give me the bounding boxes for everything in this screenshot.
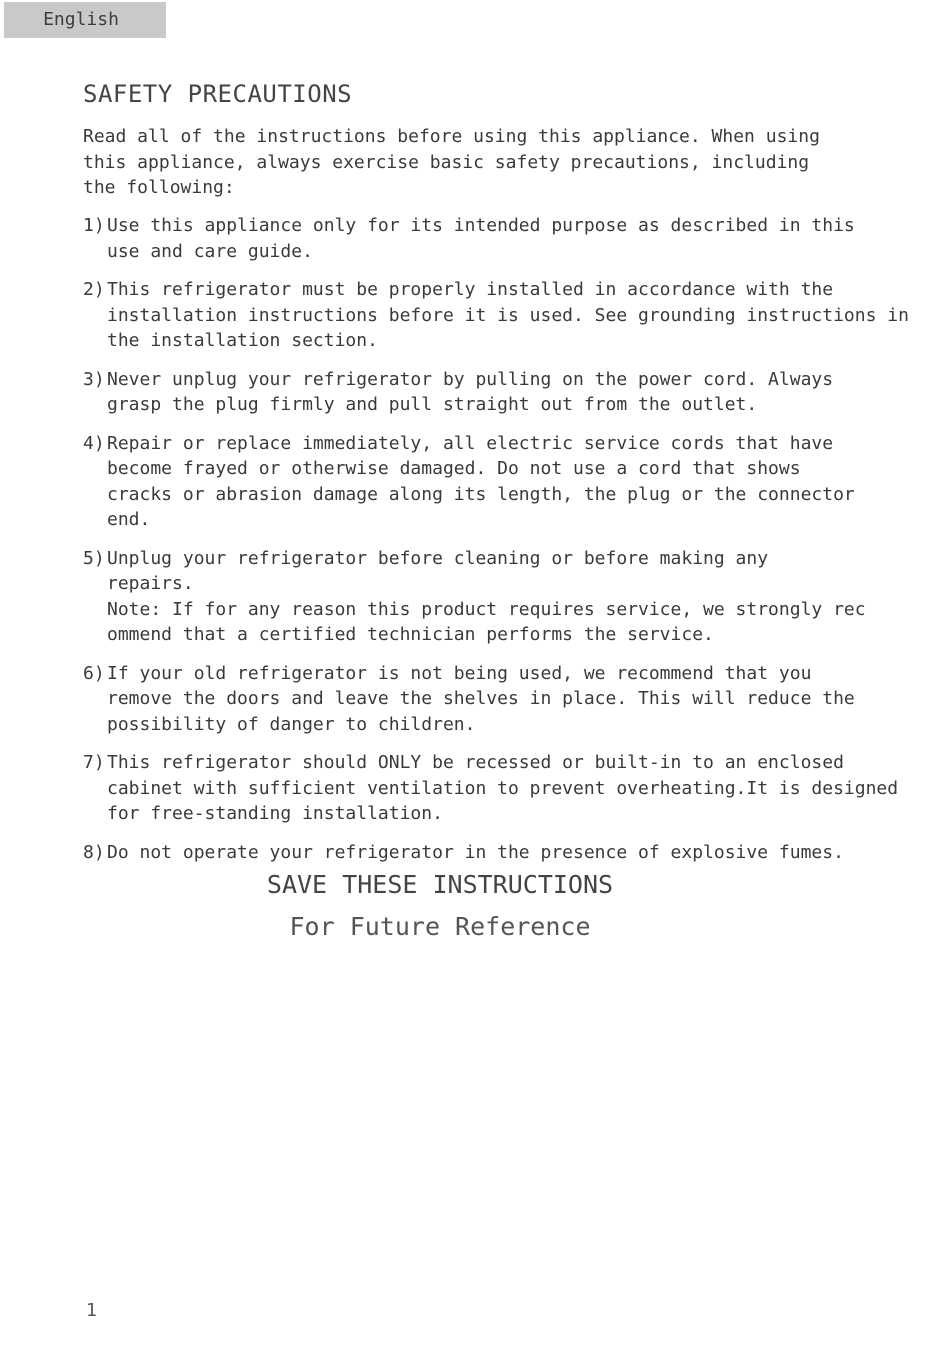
list-item bbox=[83, 213, 949, 264]
item-number: 6) bbox=[83, 662, 105, 684]
save-instructions-heading: SAVE THESE INSTRUCTIONS bbox=[266, 870, 614, 899]
item-number: 1) bbox=[83, 215, 105, 236]
item-text: Repair or replace immediately, all electric service cords that have become frayed or otherwise damaged. Do not use a cord that shows cracks or abrasion damage along its length, the plug or the connector end. bbox=[107, 432, 855, 530]
item-number: 7) bbox=[83, 752, 105, 773]
item-number: 8) bbox=[83, 841, 105, 863]
item-number: 3) bbox=[83, 368, 105, 390]
list-item bbox=[83, 750, 949, 827]
language-tab: English bbox=[4, 2, 166, 38]
intro-paragraph: Read all of the instructions before using this appliance. When using this appliance, always exercise basic safety precautions, including the following: bbox=[83, 126, 820, 198]
item-text: Never unplug your refrigerator by pulling on the power cord. Always grasp the plug firmly and pull straight out from the outlet. bbox=[107, 368, 834, 415]
item-number: 5) bbox=[83, 547, 105, 569]
item-number: 2) bbox=[83, 279, 105, 300]
item-text: Unplug your refrigerator before cleaning or before making any repairs. Note: If for any reason this product requires service, we strongly rec ommend that a certified technician performs the service. bbox=[107, 547, 866, 645]
page-number: 1 bbox=[86, 1300, 97, 1321]
list-item bbox=[83, 367, 949, 418]
item-number: 4) bbox=[83, 432, 105, 454]
precautions-list bbox=[83, 213, 949, 878]
item-text: This refrigerator should ONLY be recessed or built-in to an enclosed cabinet with sufficient ventilation to prevent overheating.It is designed for free-standing installation. bbox=[107, 752, 899, 824]
item-text: Use this appliance only for its intended purpose as described in this use and care guide. bbox=[107, 215, 855, 262]
future-reference-subheading: For Future Reference bbox=[289, 912, 591, 941]
list-item bbox=[83, 546, 949, 648]
item-text: If your old refrigerator is not being used, we recommend that you remove the doors and leave the shelves in place. This will reduce the possibility of danger to children. bbox=[107, 662, 855, 735]
item-text: Do not operate your refrigerator in the presence of explosive fumes. bbox=[107, 841, 844, 863]
list-item bbox=[83, 431, 949, 533]
page-title: SAFETY PRECAUTIONS bbox=[83, 80, 353, 108]
item-text: This refrigerator must be properly installed in accordance with the installation instructions before it is used. See grounding instructions in the installation section. bbox=[107, 279, 909, 351]
list-item bbox=[83, 661, 949, 738]
list-item bbox=[83, 840, 949, 866]
list-item bbox=[83, 277, 949, 354]
